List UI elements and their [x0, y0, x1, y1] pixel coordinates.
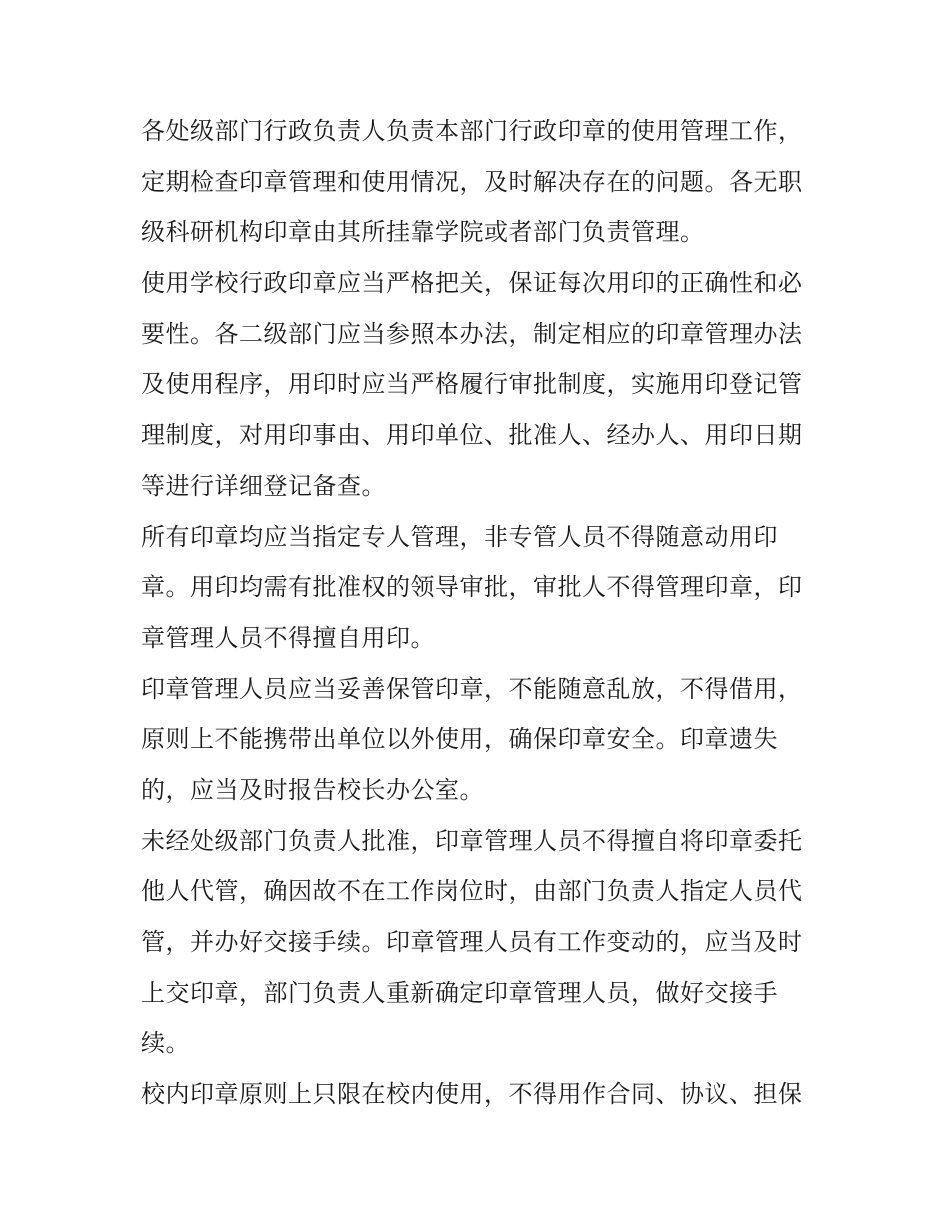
text-line: 章管理人员不得擅自用印。 — [141, 623, 435, 652]
paragraph-usage-approval — [141, 258, 821, 511]
text-line: 使用学校行政印章应当严格把关，保证每次用印的正确性和必 — [141, 269, 803, 298]
text-line: 的，应当及时报告校长办公室。 — [141, 775, 484, 804]
paragraph-delegation-handover — [141, 816, 821, 1069]
text-line: 他人代管，确因故不在工作岗位时，由部门负责人指定人员代 — [141, 877, 803, 906]
text-line: 章。用印均需有批准权的领导审批，审批人不得管理印章，印 — [141, 573, 803, 602]
paragraph-internal-use — [141, 1069, 821, 1120]
text-line: 及使用程序，用印时应当严格履行审批制度，实施用印登记管 — [141, 370, 803, 399]
text-line: 等进行详细登记备查。 — [141, 471, 386, 500]
text-line: 校内印章原则上只限在校内使用，不得用作合同、协议、担保 — [141, 1080, 803, 1109]
text-line: 原则上不能携带出单位以外使用，确保印章安全。印章遗失 — [141, 725, 778, 754]
text-line: 所有印章均应当指定专人管理，非专管人员不得随意动用印 — [141, 522, 778, 551]
text-line: 未经处级部门负责人批准，印章管理人员不得擅自将印章委托 — [141, 826, 803, 855]
text-line: 定期检查印章管理和使用情况，及时解决存在的问题。各无职 — [141, 167, 803, 196]
text-line: 理制度，对用印事由、用印单位、批准人、经办人、用印日期 — [141, 421, 803, 450]
text-line: 管，并办好交接手续。印章管理人员有工作变动的，应当及时 — [141, 928, 803, 956]
text-line: 各处级部门行政负责人负责本部门行政印章的使用管理工作， — [141, 117, 803, 145]
paragraph-safekeeping — [141, 664, 821, 816]
text-line: 上交印章，部门负责人重新确定印章管理人员，做好交接手 — [141, 978, 778, 1007]
text-line: 续。 — [141, 1029, 190, 1058]
document-body — [141, 106, 821, 1120]
text-line: 要性。各二级部门应当参照本办法，制定相应的印章管理办法 — [141, 319, 803, 348]
paragraph-designated-keeper — [141, 512, 821, 664]
paragraph-department-responsibility — [141, 106, 821, 258]
text-line: 级科研机构印章由其所挂靠学院或者部门负责管理。 — [141, 218, 705, 247]
text-line: 印章管理人员应当妥善保管印章，不能随意乱放，不得借用， — [141, 674, 803, 703]
